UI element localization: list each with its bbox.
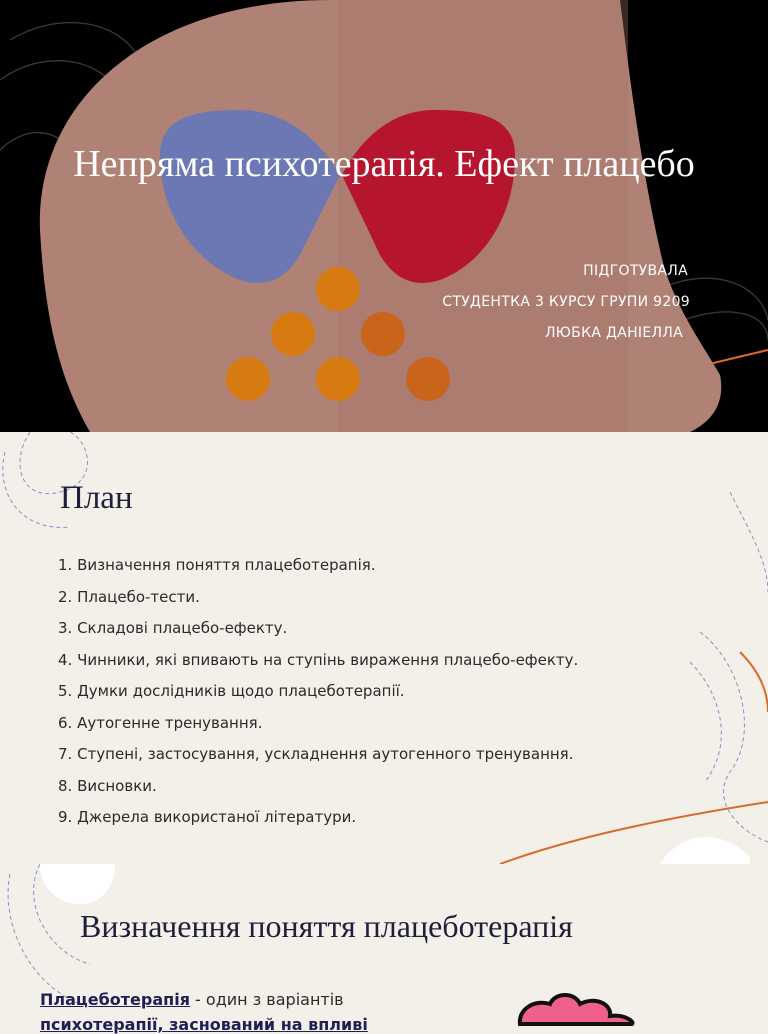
- definition-text-rest: - один з варіантів: [189, 990, 344, 1009]
- presentation-title: Непряма психотерапія. Ефект плацебо: [73, 143, 695, 185]
- author-name: ЛЮБКА ДАНІЕЛЛА: [544, 325, 683, 341]
- title-slide: [0, 0, 768, 432]
- head-illustration: [0, 0, 768, 432]
- plan-slide: [0, 432, 768, 864]
- plan-item: 9. Джерела використаної літератури.: [58, 808, 357, 826]
- definition-title: Визначення поняття плацеботерапія: [80, 908, 573, 944]
- definition-text: [40, 990, 344, 1009]
- plan-title: План: [60, 480, 133, 516]
- definition-term-link[interactable]: Плацеботерапія: [40, 990, 190, 1009]
- plan-item: 1. Визначення поняття плацеботерапія.: [58, 556, 376, 574]
- prepared-by-label: ПІДГОТУВАЛА: [583, 263, 688, 279]
- plan-item: 3. Складові плацебо-ефекту.: [58, 619, 288, 637]
- definition-line-2[interactable]: психотерапії, заснований на впливі: [40, 1015, 368, 1034]
- plan-item: 7. Ступені, застосування, ускладнення аутогенного тренування.: [58, 745, 574, 763]
- plan-item: 5. Думки дослідників щодо плацеботерапії.: [58, 682, 405, 700]
- plan-item: 2. Плацебо-тести.: [58, 587, 200, 606]
- student-line: СТУДЕНТКА 3 КУРСУ ГРУПИ 9209: [442, 294, 690, 310]
- plan-item: 8. Висновки.: [58, 776, 157, 795]
- definition-line-2-clip: [40, 1015, 380, 1034]
- plan-item: 6. Аутогенне тренування.: [58, 713, 263, 732]
- plan-item: 4. Чинники, які впивають на ступінь вираження плацебо-ефекту.: [58, 650, 579, 669]
- brain-icon: [520, 995, 633, 1024]
- definition-slide: [0, 864, 768, 1034]
- plan-list: [58, 550, 578, 834]
